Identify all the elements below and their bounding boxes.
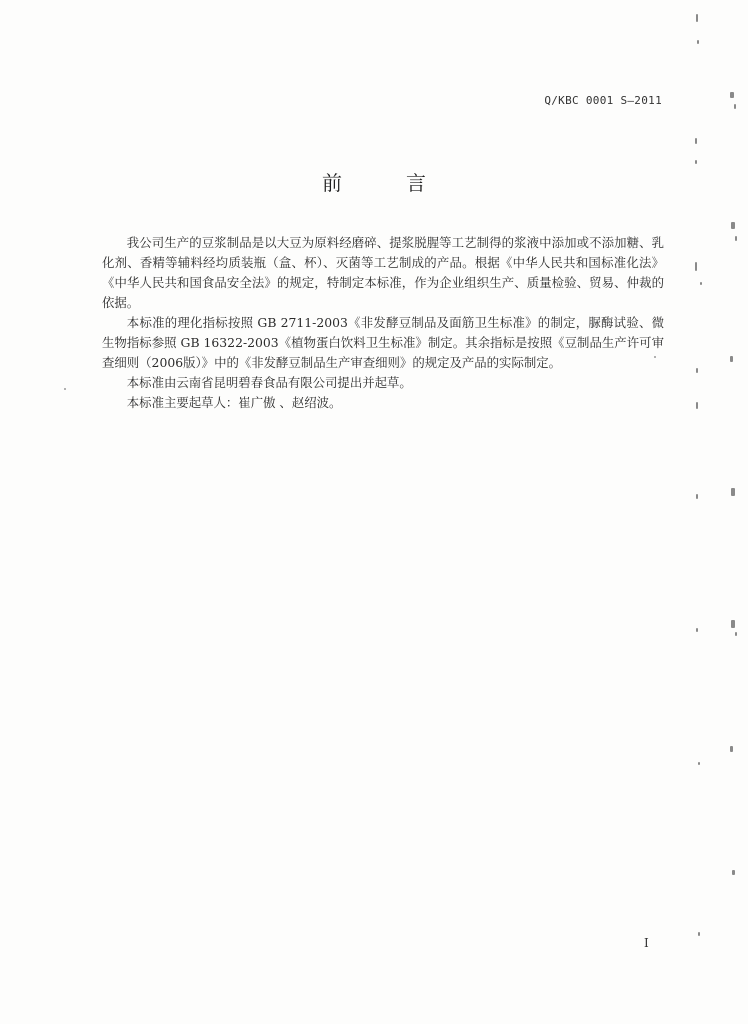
paragraph-proposer: 本标准由云南省昆明碧春食品有限公司提出并起草。 [126, 375, 412, 390]
standard-code: Q/KBC 0001 S—2011 [544, 94, 662, 107]
page-title: 前 言 [322, 171, 448, 195]
foreword-body [102, 233, 664, 413]
paragraph-drafters: 本标准主要起草人：崔广傲 、赵绍波。 [126, 395, 342, 410]
scan-speck [654, 356, 656, 358]
page-number: I [644, 936, 649, 950]
paragraph-intro: 我公司生产的豆浆制品是以大豆为原料经磨碎、提浆脱腥等工艺制得的浆液中添加或不添加糖、乳化剂、香精等辅料经均质装瓶（盒、杯）、灭菌等工艺制成的产品。根据《中华人民共和国标准化法》《中华人民共和国食品安全法》的规定，特制定本标准，作为企业组织生产、质量检验、贸易、仲裁的依据。 [102, 235, 664, 310]
scan-speck [64, 388, 66, 390]
scan-edge-artifacts [678, 0, 748, 1024]
paragraph-indicators: 本标准的理化指标按照 GB 2711-2003《非发酵豆制品及面筋卫生标准》的制定，脲酶试验、微生物指标参照 GB 16322-2003《植物蛋白饮料卫生标准》制定。其余指标是按照《豆制品生产许可审查细则（2006版）》中的《非发酵豆制品生产审查细则》的规定及产品的实际制定。 [102, 315, 664, 370]
